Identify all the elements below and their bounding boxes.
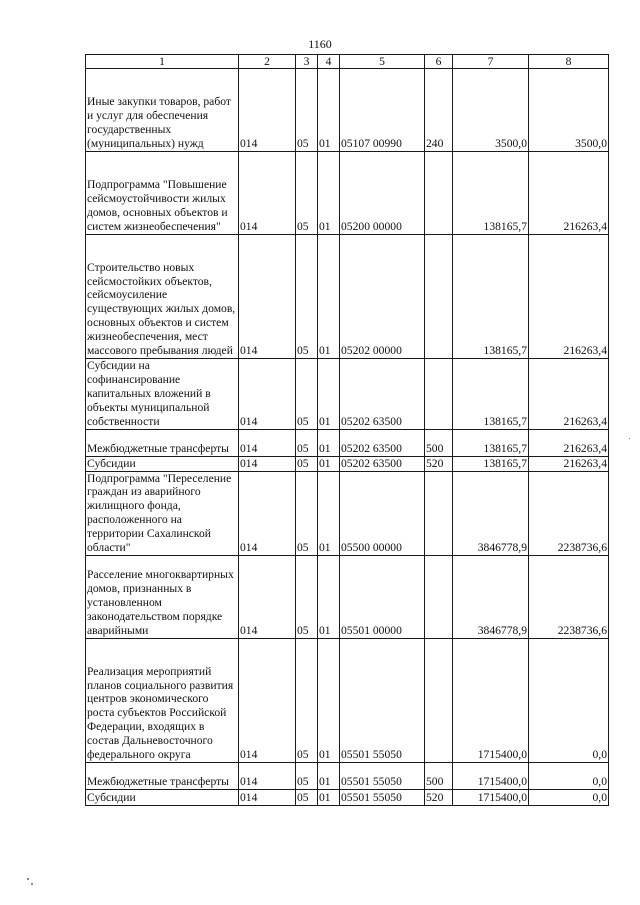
section-code: 05: [296, 638, 318, 762]
scan-speck: [27, 878, 29, 880]
amount-year-1: 3846778,9: [453, 555, 529, 638]
table-row: [86, 638, 609, 762]
table-row: [86, 359, 609, 430]
amount-year-2: 0,0: [529, 762, 609, 789]
table-row: [86, 471, 609, 555]
amount-year-1: 1715400,0: [453, 638, 529, 762]
ministry-code: 014: [239, 359, 296, 430]
ministry-code: 014: [239, 429, 296, 456]
expense-type-code: [425, 359, 453, 430]
amount-year-2: 2238736,6: [529, 555, 609, 638]
column-header: 8: [529, 55, 609, 69]
row-name: Расселение многоквартирных домов, признанных в установленном законодательством порядке аварийными: [86, 555, 239, 638]
row-name: Строительство новых сейсмостойких объектов, сейсмоусиление существующих жилых домов, основных объектов и систем жизнеобеспечения, мест массового пребывания людей: [86, 235, 239, 359]
row-name: Реализация мероприятий планов социального развития центров экономического роста субъектов Российской Федерации, входящих в состав Дальневосточного федерального округа: [86, 638, 239, 762]
subsection-code: 01: [318, 555, 340, 638]
table-row: [86, 555, 609, 638]
row-name: Подпрограмма "Переселение граждан из аварийного жилищного фонда, расположенного на территории Сахалинской области": [86, 471, 239, 555]
amount-year-2: 216263,4: [529, 152, 609, 235]
row-name: Субсидии: [86, 789, 239, 805]
row-name: Межбюджетные трансферты: [86, 762, 239, 789]
table-row: [86, 69, 609, 152]
target-article-code: 05501 55050: [340, 762, 425, 789]
ministry-code: 014: [239, 638, 296, 762]
section-code: 05: [296, 69, 318, 152]
subsection-code: 01: [318, 152, 340, 235]
subsection-code: 01: [318, 789, 340, 805]
amount-year-2: 216263,4: [529, 235, 609, 359]
expense-type-code: 240: [425, 69, 453, 152]
target-article-code: 05202 63500: [340, 456, 425, 471]
amount-year-2: 216263,4: [529, 429, 609, 456]
amount-year-2: 3500,0: [529, 69, 609, 152]
subsection-code: 01: [318, 235, 340, 359]
table-row: [86, 429, 609, 456]
amount-year-1: 3846778,9: [453, 471, 529, 555]
column-header: 4: [318, 55, 340, 69]
row-name: Иные закупки товаров, работ и услуг для обеспечения государственных (муниципальных) нужд: [86, 69, 239, 152]
section-code: 05: [296, 789, 318, 805]
row-name: Субсидии на софинансирование капитальных вложений в объекты муниципальной собственности: [86, 359, 239, 430]
target-article-code: 05500 00000: [340, 471, 425, 555]
ministry-code: 014: [239, 235, 296, 359]
table-row: [86, 762, 609, 789]
budget-table: [85, 54, 609, 806]
section-code: 05: [296, 555, 318, 638]
column-header: 2: [239, 55, 296, 69]
table-row: [86, 789, 609, 805]
subsection-code: 01: [318, 638, 340, 762]
section-code: 05: [296, 456, 318, 471]
section-code: 05: [296, 471, 318, 555]
expense-type-code: 500: [425, 429, 453, 456]
table-row: [86, 235, 609, 359]
section-code: 05: [296, 762, 318, 789]
expense-type-code: [425, 638, 453, 762]
ministry-code: 014: [239, 762, 296, 789]
ministry-code: 014: [239, 456, 296, 471]
table-row: [86, 152, 609, 235]
amount-year-1: 1715400,0: [453, 762, 529, 789]
amount-year-2: 2238736,6: [529, 471, 609, 555]
row-name: Субсидии: [86, 456, 239, 471]
ministry-code: 014: [239, 471, 296, 555]
section-code: 05: [296, 152, 318, 235]
target-article-code: 05501 00000: [340, 555, 425, 638]
amount-year-1: 138165,7: [453, 359, 529, 430]
row-name: Межбюджетные трансферты: [86, 429, 239, 456]
scan-speck: [629, 438, 630, 439]
expense-type-code: 520: [425, 789, 453, 805]
section-code: 05: [296, 235, 318, 359]
subsection-code: 01: [318, 429, 340, 456]
target-article-code: 05202 63500: [340, 429, 425, 456]
amount-year-1: 138165,7: [453, 456, 529, 471]
amount-year-1: 138165,7: [453, 429, 529, 456]
section-code: 05: [296, 429, 318, 456]
amount-year-2: 216263,4: [529, 359, 609, 430]
target-article-code: 05501 55050: [340, 638, 425, 762]
ministry-code: 014: [239, 69, 296, 152]
expense-type-code: [425, 235, 453, 359]
column-header: 3: [296, 55, 318, 69]
subsection-code: 01: [318, 456, 340, 471]
amount-year-1: 3500,0: [453, 69, 529, 152]
amount-year-1: 1715400,0: [453, 789, 529, 805]
expense-type-code: [425, 555, 453, 638]
target-article-code: 05107 00990: [340, 69, 425, 152]
subsection-code: 01: [318, 359, 340, 430]
amount-year-2: 0,0: [529, 638, 609, 762]
column-header: 6: [425, 55, 453, 69]
target-article-code: 05202 63500: [340, 359, 425, 430]
row-name: Подпрограмма "Повышение сейсмоустойчивости жилых домов, основных объектов и систем жизнеобеспечения": [86, 152, 239, 235]
amount-year-1: 138165,7: [453, 235, 529, 359]
column-header: 5: [340, 55, 425, 69]
expense-type-code: [425, 152, 453, 235]
scan-speck: [31, 883, 33, 885]
amount-year-2: 216263,4: [529, 456, 609, 471]
ministry-code: 014: [239, 555, 296, 638]
amount-year-1: 138165,7: [453, 152, 529, 235]
subsection-code: 01: [318, 471, 340, 555]
section-code: 05: [296, 359, 318, 430]
target-article-code: 05200 00000: [340, 152, 425, 235]
expense-type-code: 500: [425, 762, 453, 789]
table-row: [86, 456, 609, 471]
column-header: 7: [453, 55, 529, 69]
subsection-code: 01: [318, 69, 340, 152]
page-number: 1160: [308, 37, 332, 51]
target-article-code: 05501 55050: [340, 789, 425, 805]
ministry-code: 014: [239, 152, 296, 235]
expense-type-code: 520: [425, 456, 453, 471]
amount-year-2: 0,0: [529, 789, 609, 805]
target-article-code: 05202 00000: [340, 235, 425, 359]
ministry-code: 014: [239, 789, 296, 805]
expense-type-code: [425, 471, 453, 555]
subsection-code: 01: [318, 762, 340, 789]
column-header: 1: [86, 55, 239, 69]
column-number-row: [86, 55, 609, 69]
